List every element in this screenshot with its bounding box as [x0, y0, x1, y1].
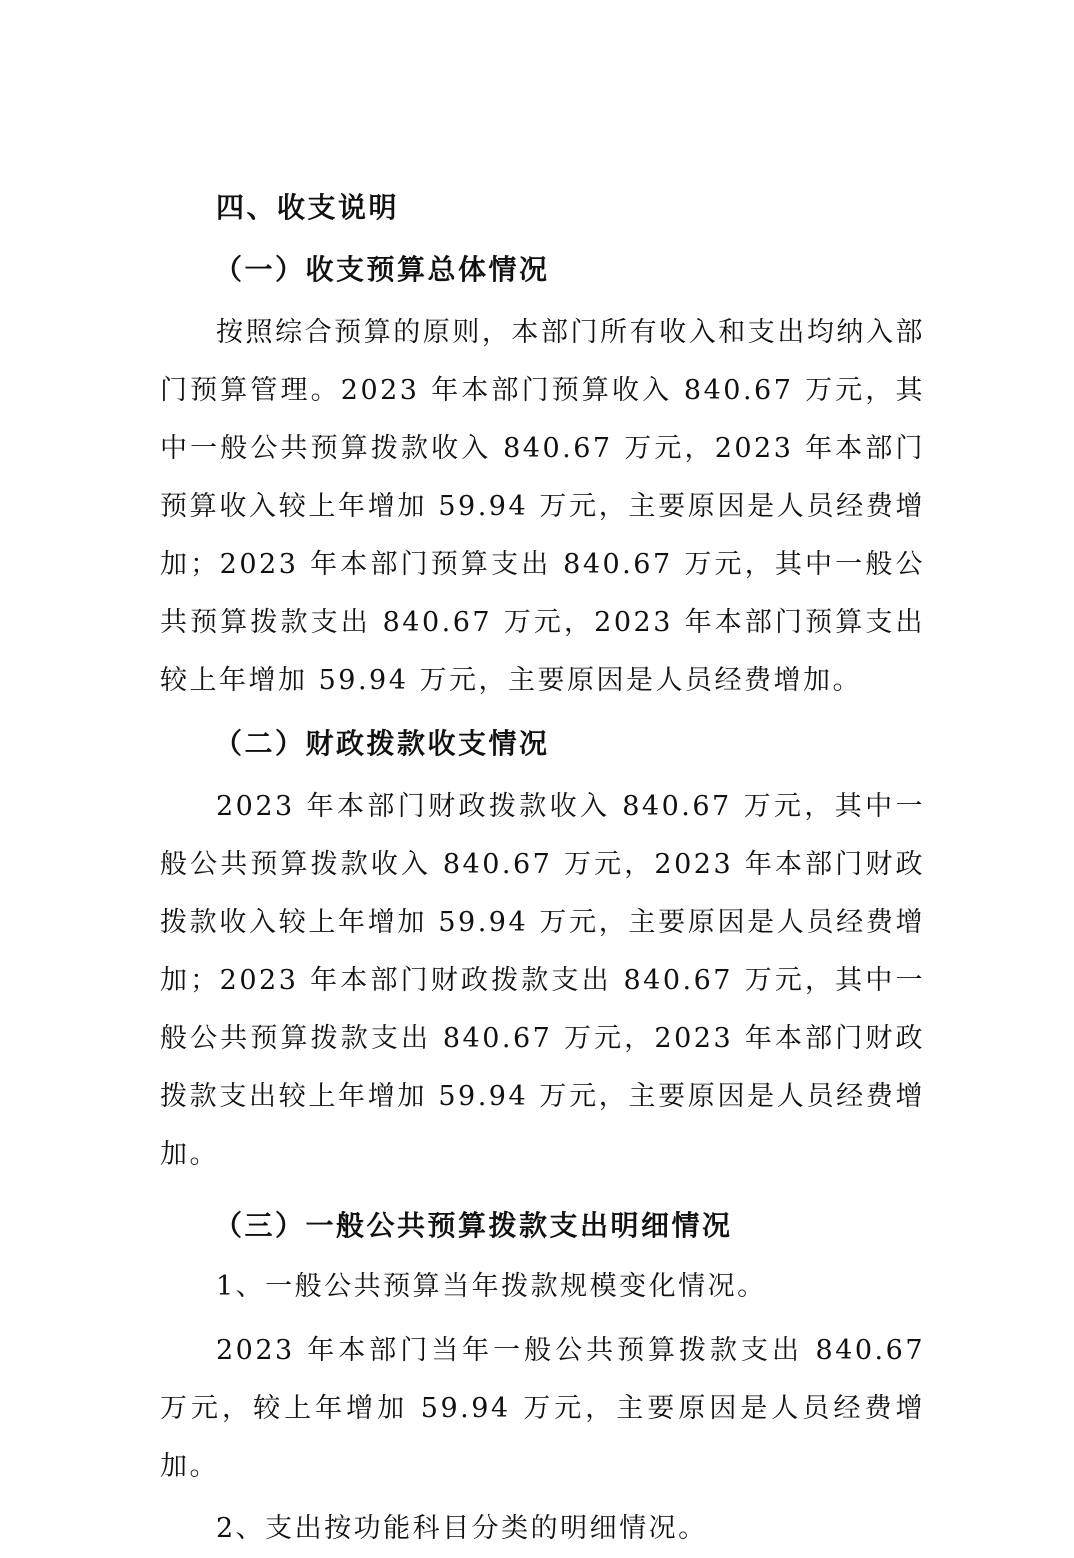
item-1-paragraph: 2023 年本部门当年一般公共预算拨款支出 840.67 万元，较上年增加 59.94 万元，主要原因是人员经费增加。	[160, 1335, 925, 1482]
item-2-title: 2、支出按功能科目分类的明细情况。	[216, 1513, 708, 1544]
subsection-1-paragraph: 按照综合预算的原则，本部门所有收入和支出均纳入部门预算管理。2023 年本部门预算收入 840.67 万元，其中一般公共预算拨款收入 840.67 万元，2023 年本部门预算收入较上年增加 59.94 万元，主要原因是人员经费增加；2023 年本部门预算支出 840.67 万元，其中一般公共预算拨款支出 840.67 万元，2023 年本部门预算支出较上年增加 59.94 万元，主要原因是人员经费增加。	[160, 317, 925, 696]
subsection-2-title: （二）财政拨款收支情况	[214, 727, 550, 760]
item-1-title: 1、一般公共预算当年拨款规模变化情况。	[216, 1271, 767, 1302]
subsection-2-paragraph: 2023 年本部门财政拨款收入 840.67 万元，其中一般公共预算拨款收入 840.67 万元，2023 年本部门财政拨款收入较上年增加 59.94 万元，主要原因是人员经费增加；2023 年本部门财政拨款支出 840.67 万元，其中一般公共预算拨款支出 840.67 万元，2023 年本部门财政拨款支出较上年增加 59.94 万元，主要原因是人员经费增加。	[160, 791, 925, 1170]
subsection-1-title: （一）收支预算总体情况	[214, 253, 550, 286]
document-body	[160, 180, 925, 1558]
subsection-3-title: （三）一般公共预算拨款支出明细情况	[214, 1209, 733, 1242]
section-title: 四、收支说明	[216, 191, 400, 224]
